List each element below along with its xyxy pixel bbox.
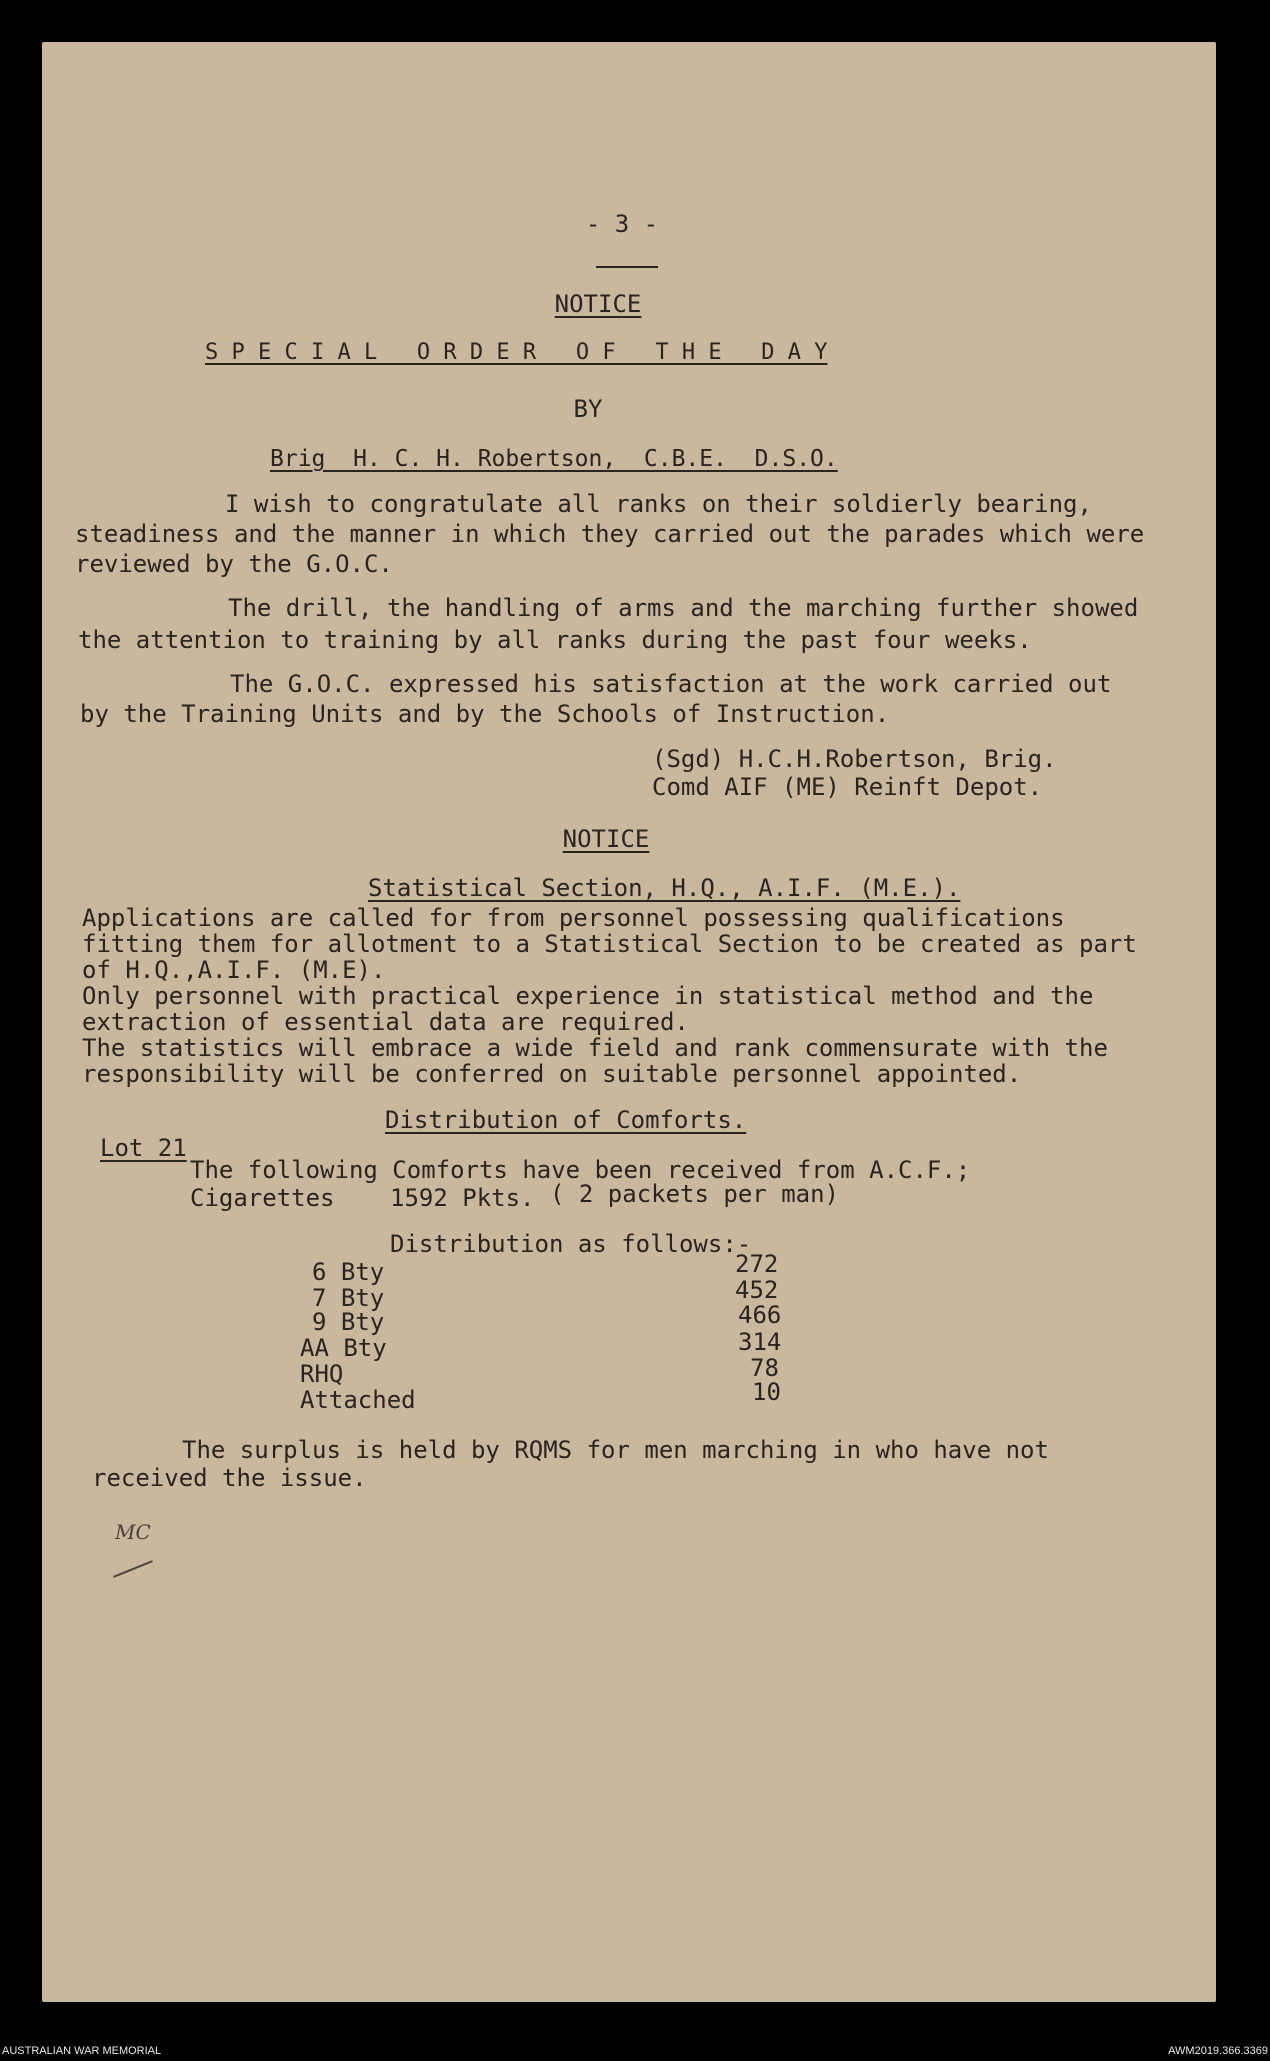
distribution-heading: Distribution as follows:- bbox=[390, 1230, 752, 1258]
distribution-unit: Attached bbox=[300, 1386, 416, 1414]
paragraph-line: I wish to congratulate all ranks on their soldierly bearing, bbox=[225, 490, 1092, 518]
paragraph-line: by the Training Units and by the Schools of Instruction. bbox=[80, 700, 890, 728]
page-number: - 3 - bbox=[585, 210, 659, 238]
comforts-note: ( 2 packets per man) bbox=[550, 1180, 839, 1208]
surplus-line: received the issue. bbox=[92, 1464, 367, 1492]
distribution-unit: 7 Bty bbox=[312, 1284, 385, 1312]
comforts-quantity: 1592 Pkts. bbox=[390, 1184, 535, 1212]
statistical-line: The statistics will embrace a wide field and rank commensurate with the bbox=[82, 1034, 1108, 1062]
paragraph-line: The drill, the handling of arms and the marching further showed bbox=[228, 594, 1139, 622]
signature-line: (Sgd) H.C.H.Robertson, Brig. bbox=[652, 745, 1057, 773]
statistical-line: extraction of essential data are required. bbox=[82, 1008, 689, 1036]
comforts-heading: Distribution of Comforts. bbox=[385, 1106, 747, 1134]
distribution-count: 272 bbox=[735, 1250, 779, 1278]
special-order-title: S P E C I A L O R D E R O F T H E D A Y bbox=[205, 340, 828, 365]
statistical-line: fitting them for allotment to a Statistical Section to be created as part bbox=[82, 930, 1137, 958]
author-heading: Brig H. C. H. Robertson, C.B.E. D.S.O. bbox=[270, 446, 838, 472]
distribution-count: 10 bbox=[752, 1378, 781, 1406]
divider bbox=[596, 266, 658, 268]
statistical-heading: Statistical Section, H.Q., A.I.F. (M.E.). bbox=[368, 874, 961, 902]
notice-heading: NOTICE bbox=[554, 290, 642, 318]
statistical-line: Applications are called for from personnel possessing qualifications bbox=[82, 904, 1065, 932]
distribution-unit: AA Bty bbox=[300, 1334, 387, 1362]
by-label: BY bbox=[573, 395, 603, 423]
distribution-count: 466 bbox=[738, 1301, 782, 1329]
notice-heading: NOTICE bbox=[562, 825, 650, 853]
handwritten-initials: MC bbox=[115, 1520, 151, 1544]
surplus-line: The surplus is held by RQMS for men marching in who have not bbox=[182, 1436, 1049, 1464]
distribution-unit: 6 Bty bbox=[312, 1258, 385, 1286]
distribution-unit: RHQ bbox=[300, 1360, 344, 1388]
comforts-item: Cigarettes bbox=[190, 1184, 335, 1212]
paragraph-line: the attention to training by all ranks during the past four weeks. bbox=[78, 626, 1032, 654]
statistical-line: of H.Q.,A.I.F. (M.E). bbox=[82, 956, 386, 984]
distribution-count: 452 bbox=[735, 1276, 779, 1304]
lot-label: Lot 21 bbox=[100, 1134, 187, 1162]
statistical-line: Only personnel with practical experience in statistical method and the bbox=[82, 982, 1094, 1010]
comforts-line: The following Comforts have been received from A.C.F.; bbox=[190, 1156, 971, 1184]
paragraph-line: The G.O.C. expressed his satisfaction at the work carried out bbox=[230, 670, 1112, 698]
distribution-unit: 9 Bty bbox=[312, 1308, 385, 1336]
footer-reference: AWM2019.366.3369 bbox=[1168, 2045, 1268, 2057]
signature-line: Comd AIF (ME) Reinft Depot. bbox=[652, 773, 1043, 801]
paragraph-line: steadiness and the manner in which they carried out the parades which were bbox=[75, 520, 1145, 548]
statistical-line: responsibility will be conferred on suitable personnel appointed. bbox=[82, 1060, 1022, 1088]
distribution-count: 314 bbox=[738, 1328, 782, 1356]
paragraph-line: reviewed by the G.O.C. bbox=[75, 550, 393, 578]
distribution-count: 78 bbox=[750, 1354, 779, 1382]
footer-source: AUSTRALIAN WAR MEMORIAL bbox=[2, 2045, 162, 2057]
